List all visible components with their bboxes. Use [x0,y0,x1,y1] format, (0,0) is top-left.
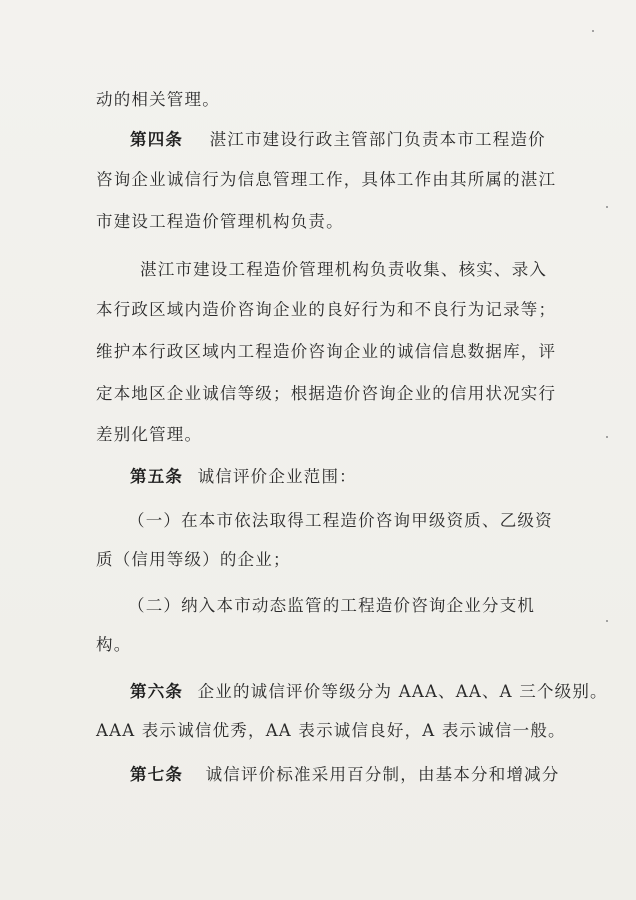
line-text: 市建设工程造价管理机构负责。 [96,212,344,231]
line-text: （一）在本市依法取得工程造价咨询甲级资质、乙级资 [128,511,553,530]
text-line-16 [96,719,636,743]
article-5-line [130,465,636,489]
scan-speck [606,436,608,438]
article-4-heading: 第四条 [130,130,184,149]
line-text: 质（信用等级）的企业； [96,550,291,569]
text-line-3 [96,168,636,192]
article-6-text: 企业的诚信评价等级分为 AAA、AA、A 三个级别。 [197,682,608,701]
text-line-7 [96,340,636,364]
line-text: 定本地区企业诚信等级；根据造价咨询企业的信用状况实行 [96,384,557,403]
article-7-line [130,763,636,787]
text-line-8 [96,382,636,406]
text-line-5 [140,258,636,282]
text-line-11 [128,509,636,533]
article-5-heading: 第五条 [130,467,184,486]
article-4-line [130,128,636,152]
text-line-14 [96,633,636,657]
line-text: 动的相关管理。 [96,90,220,109]
line-text: 咨询企业诚信行为信息管理工作，具体工作由其所属的湛江 [96,170,557,189]
line-text: 构。 [96,635,132,654]
line-text: 维护本行政区域内工程造价咨询企业的诚信信息数据库，评 [96,342,557,361]
article-6-heading: 第六条 [130,682,184,701]
scan-speck [606,620,608,622]
line-text: 本行政区域内造价咨询企业的良好行为和不良行为记录等； [96,300,557,319]
text-line-12 [96,548,636,572]
text-line-9 [96,423,636,447]
text-line-1 [96,88,636,112]
article-7-heading: 第七条 [130,765,184,784]
article-4-text: 湛江市建设行政主管部门负责本市工程造价 [209,130,546,149]
line-text: 差别化管理。 [96,425,203,444]
text-line-6 [96,298,636,322]
text-line-4 [96,210,636,234]
article-6-line [130,680,636,704]
scan-speck [592,30,594,32]
article-7-text: 诚信评价标准采用百分制，由基本分和增减分 [205,765,560,784]
line-text: （二）纳入本市动态监管的工程造价咨询企业分支机 [128,596,536,615]
scan-speck [606,206,608,208]
line-text: AAA 表示诚信优秀，AA 表示诚信良好，A 表示诚信一般。 [96,721,566,740]
article-5-text: 诚信评价企业范围： [197,467,357,486]
line-text: 湛江市建设工程造价管理机构负责收集、核实、录入 [140,260,548,279]
text-line-13 [128,594,636,618]
